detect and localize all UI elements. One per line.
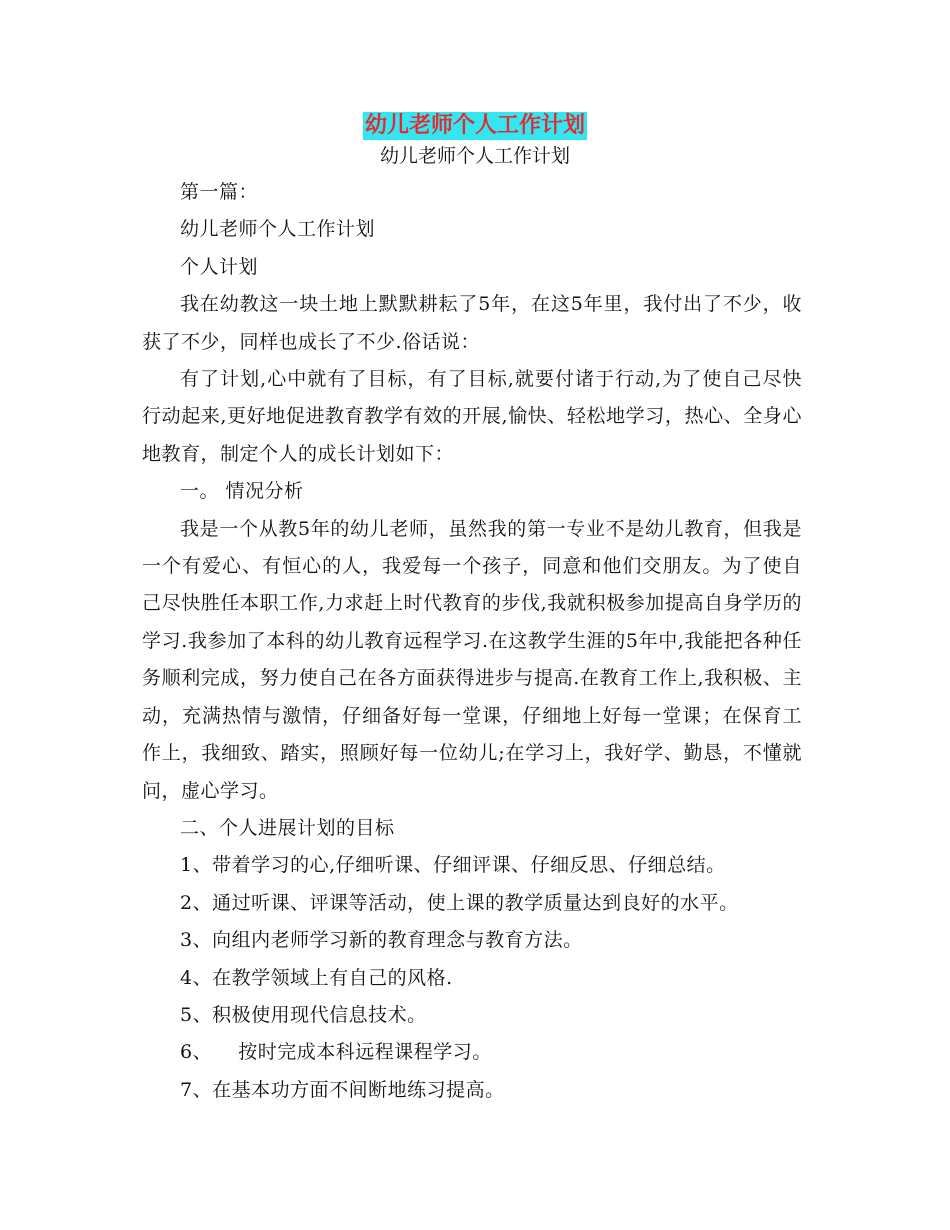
section-heading: 一。 情况分析 [180, 480, 304, 503]
document-body [142, 174, 802, 1109]
paragraph: 我是一个从教5年的幼儿老师，虽然我的第一专业不是幼儿教育，但我是一个有爱心、有恒心的人，我爱每一个孩子，同意和他们交朋友。为了使自己尽快胜任本职工作,力求赶上时代教育的步伐,我就积极参加提高自身学历的学习.我参加了本科的幼儿教育远程学习.在这教学生涯的5年中,我能把各种任务顺利完成，努力使自己在各方面获得进步与提高.在教育工作上,我积极、主动，充满热情与激情，仔细备好每一堂课，仔细地上好每一堂课；在保育工作上，我细致、踏实，照顾好每一位幼儿;在学习上，我好学、勤恳，不懂就问，虚心学习。 [142, 517, 802, 802]
paragraph: 个人计划 [180, 255, 259, 278]
list-item: 4、在教学领域上有自己的风格. [180, 966, 453, 989]
list-item: 3、向组内老师学习新的教育理念与教育方法。 [180, 929, 583, 952]
list-item: 7、在基本功方面不间断地练习提高。 [180, 1078, 505, 1101]
list-item: 6、 按时完成本科远程课程学习。 [180, 1041, 492, 1064]
paragraph: 幼儿老师个人工作计划 [180, 218, 376, 241]
document-title: 幼儿老师个人工作计划 [364, 113, 585, 138]
paragraph: 我在幼教这一块土地上默默耕耘了5年，在这5年里，我付出了不少，收获了不少，同样也成长了不少.俗话说： [142, 293, 802, 353]
section-heading: 二、个人进展计划的目标 [180, 816, 395, 839]
paragraph: 第一篇： [180, 181, 259, 203]
list-item: 2、通过听课、评课等活动，使上课的教学质量达到良好的水平。 [180, 891, 739, 914]
list-item: 5、积极使用现代信息技术。 [180, 1003, 427, 1026]
document-subtitle: 幼儿老师个人工作计划 [379, 145, 570, 167]
paragraph: 有了计划,心中就有了目标，有了目标,就要付诸于行动,为了使自己尽快行动起来,更好地促进教育教学有效的开展,愉快、轻松地学习，热心、全身心地教育，制定个人的成长计划如下： [142, 368, 802, 465]
title-area [0, 112, 950, 142]
list-item: 1、带着学习的心,仔细听课、仔细评课、仔细反思、仔细总结。 [180, 854, 726, 877]
